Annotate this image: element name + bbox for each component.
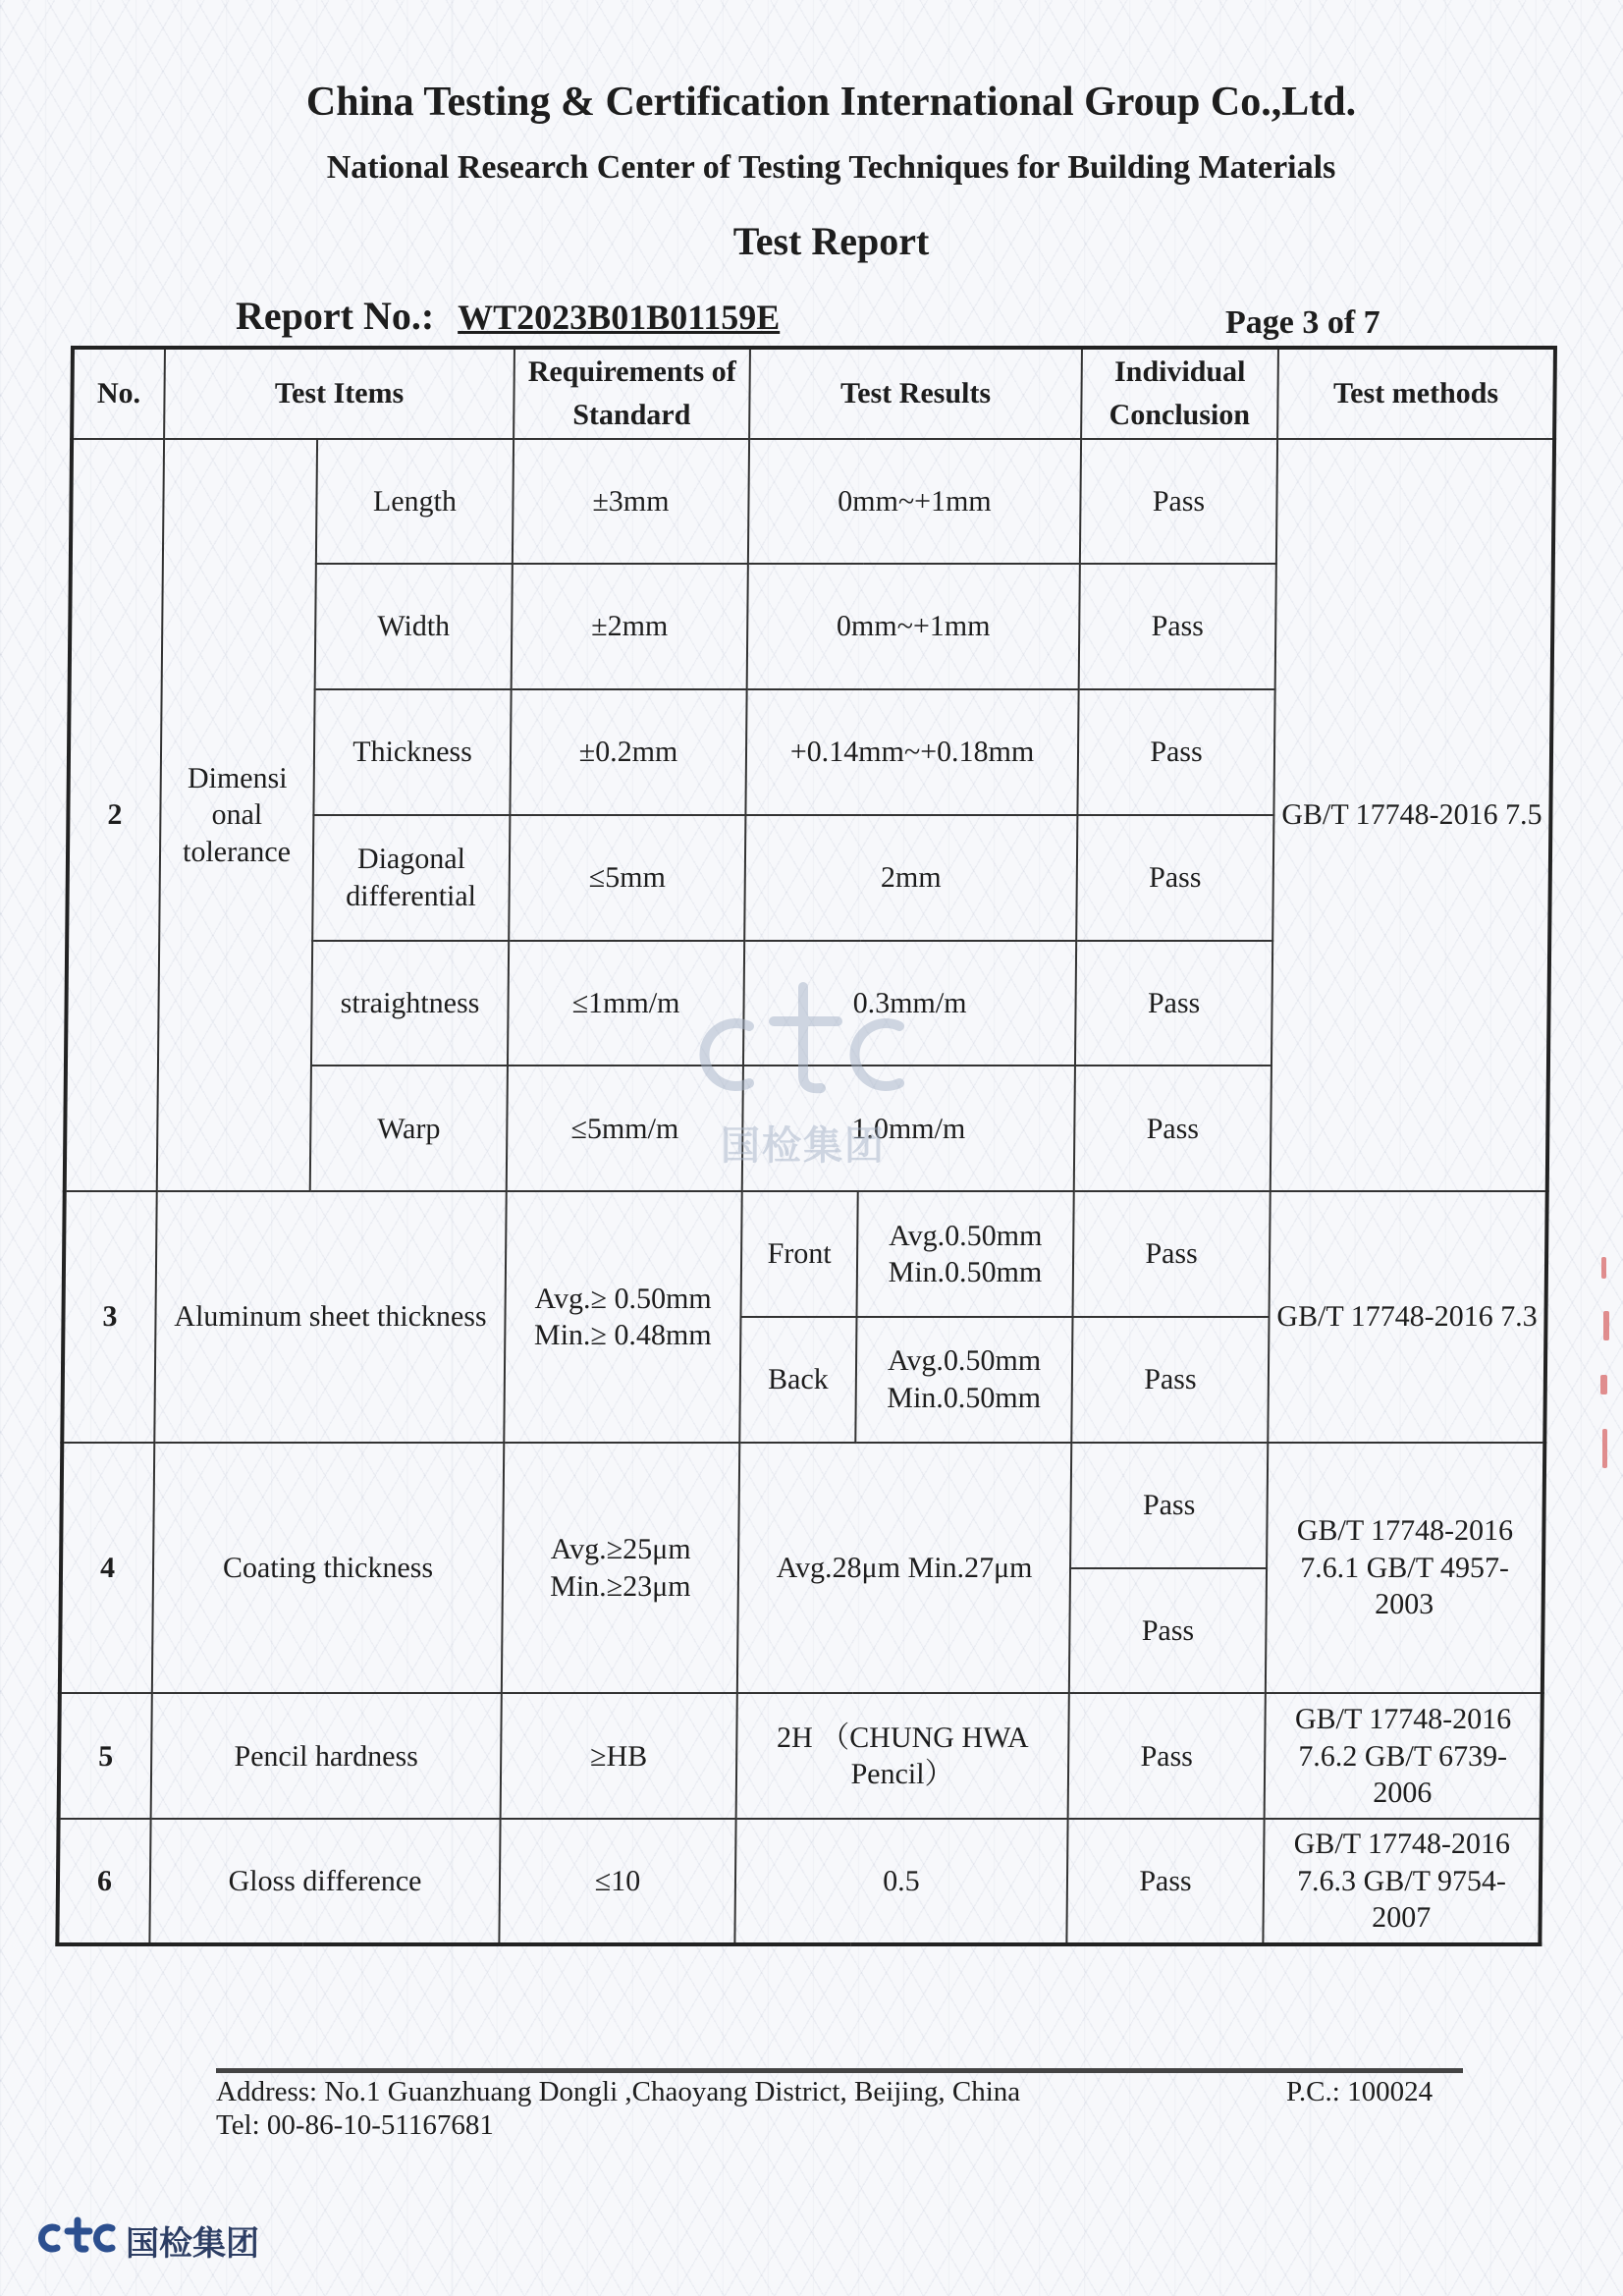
requirement: ≤5mm [509,815,745,941]
requirement: Avg.≥ 0.50mm Min.≥ 0.48mm [504,1191,741,1443]
test-item: Coating thickness [152,1443,504,1694]
test-result: 2H （CHUNG HWA Pencil） [736,1693,1069,1819]
test-result: 0.5 [734,1819,1067,1944]
result-side: Front [741,1191,858,1317]
conclusion: Pass [1071,1317,1269,1443]
sub-item: Length [316,439,514,565]
table-row [61,1443,1544,1568]
test-item: Dimensi onal tolerance [157,439,317,1192]
test-result: Avg.28μm Min.27μm [737,1443,1071,1694]
test-result: Avg.0.50mm Min.0.50mm [857,1191,1074,1317]
table-row [57,1819,1541,1944]
footer-address: Address: No.1 Guanzhuang Dongli ,Chaoyang District, Beijing, China [216,2076,1021,2107]
footer-divider [216,2068,1463,2073]
conclusion: Pass [1075,941,1272,1066]
footer-postcode: P.C.: 100024 [1286,2076,1434,2107]
test-result: 2mm [744,815,1077,941]
requirement: ≤1mm/m [508,941,744,1066]
footer-telephone: Tel: 00-86-10-51167681 [216,2109,494,2141]
item-number: 6 [57,1819,150,1944]
col-header-individual-conclusion: Individual Conclusion [1081,348,1278,439]
requirement: ±2mm [512,564,748,689]
company-name: China Testing & Certification International Group Co.,Ltd. [305,80,1357,125]
sub-item: Width [315,564,513,689]
report-number: WT2023B01B01159E [458,298,781,337]
requirement: ±0.2mm [510,689,746,815]
col-header-no: No. [72,348,165,439]
conclusion: Pass [1080,439,1277,565]
test-item: Gloss difference [149,1819,500,1944]
table-row [64,1191,1547,1317]
research-center-name: National Research Center of Testing Techniques for Building Materials [326,149,1336,186]
test-item: Aluminum sheet thickness [154,1191,506,1443]
test-method: GB/T 17748-2016 7.3 [1268,1191,1546,1443]
sub-item: Thickness [313,689,511,815]
conclusion: Pass [1073,1191,1271,1317]
conclusion: Pass [1077,689,1274,815]
col-header-test-methods: Test methods [1277,348,1555,439]
test-result: 0mm~+1mm [747,564,1080,689]
test-method: GB/T 17748-2016 7.5 [1271,439,1554,1192]
conclusion: Pass [1066,1819,1264,1944]
watermark-text: 国检集团 [721,1123,886,1169]
test-result: 0.3mm/m [743,941,1076,1066]
page-number: Page 3 of 7 [1225,304,1380,341]
conclusion: Pass [1068,1693,1266,1819]
test-result: 1.0mm/m [742,1066,1075,1191]
page-title: Test Report [732,219,930,263]
requirement: ≤10 [499,1819,735,1944]
requirement: ≤5mm/m [507,1066,743,1191]
requirement: ±3mm [513,439,749,565]
item-number: 5 [59,1693,152,1819]
test-method: GB/T 17748-2016 7.6.1 GB/T 4957-2003 [1266,1443,1544,1694]
test-item: Pencil hardness [151,1693,502,1819]
test-method: GB/T 17748-2016 7.6.2 GB/T 6739-2006 [1265,1693,1542,1819]
col-header-test-results: Test Results [749,348,1082,439]
item-number: 4 [60,1443,154,1694]
conclusion: Pass [1074,1066,1271,1191]
test-result: Avg.0.50mm Min.0.50mm [855,1317,1072,1443]
report-number-label: Report No.: [236,294,435,338]
sub-item: straightness [311,941,509,1066]
conclusion: Pass [1076,815,1273,941]
sub-item: Diagonal differential [312,815,510,941]
conclusion: Pass [1070,1443,1268,1568]
sub-item: Warp [310,1066,508,1191]
table-row [59,1693,1542,1819]
table-header-row [72,348,1555,439]
test-result: +0.14mm~+0.18mm [745,689,1078,815]
result-side: Back [739,1317,856,1443]
seal-edge-mark [1598,1257,1612,1493]
report-number-line [236,293,780,339]
requirement: ≥HB [501,1693,737,1819]
ctc-logo-text: 国检集团 [126,2224,259,2264]
col-header-requirements: Requirements of Standard [514,348,750,439]
col-header-test-items: Test Items [164,348,514,439]
requirement: Avg.≥25μm Min.≥23μm [502,1443,739,1694]
conclusion: Pass [1079,564,1276,689]
ctc-watermark-icon [656,967,950,1115]
item-number: 3 [62,1191,156,1443]
conclusion: Pass [1069,1568,1267,1694]
ctc-logo [35,2214,330,2264]
ctc-watermark [656,967,950,1169]
test-method: GB/T 17748-2016 7.6.3 GB/T 9754-2007 [1263,1819,1541,1944]
ctc-logo-icon [35,2214,122,2258]
item-number: 2 [65,439,164,1192]
table-row [71,439,1554,565]
test-result: 0mm~+1mm [748,439,1081,565]
